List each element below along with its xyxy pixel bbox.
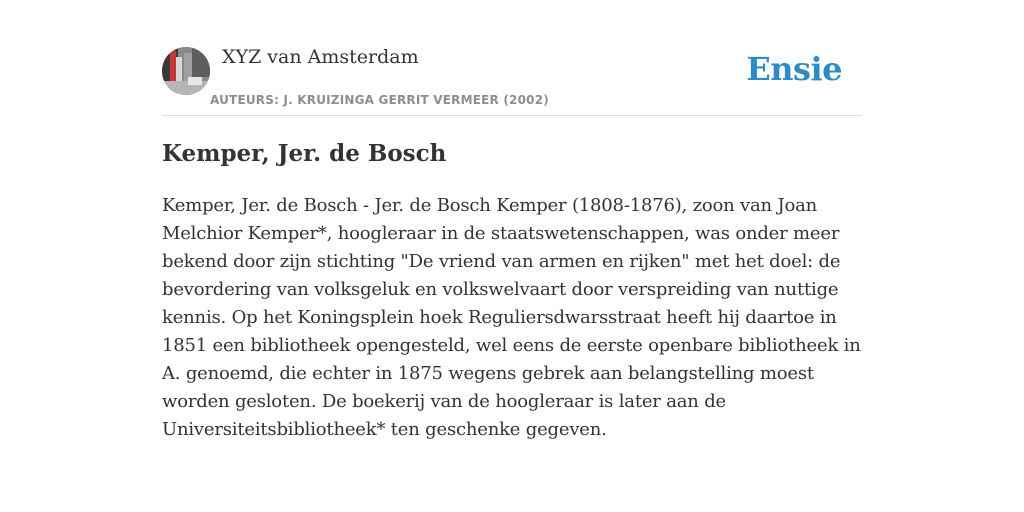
book-title[interactable]: XYZ van Amsterdam	[222, 46, 419, 68]
ensie-logo[interactable]: Ensie	[746, 50, 842, 88]
book-cover-avatar[interactable]	[162, 47, 210, 95]
entry-title: Kemper, Jer. de Bosch	[162, 140, 447, 167]
book-header	[162, 44, 862, 116]
authors-line: AUTEURS: J. KRUIZINGA GERRIT VERMEER (2002)	[210, 93, 549, 107]
entry-body: Kemper, Jer. de Bosch - Jer. de Bosch Kemper (1808-1876), zoon van Joan Melchior Kemper*, hoogleraar in de staatswetenschappen, was onder meer bekend door zijn stichting "De vriend van armen en rijken" met het doel: de bevordering van volksgeluk en volkswelvaart door verspreiding van nuttige kennis. Op het Koningsplein hoek Reguliersdwarsstraat heeft hij daartoe in 1851 een bibliotheek opengesteld, wel eens de eerste openbare bibliotheek in A. genoemd, die echter in 1875 wegens gebrek aan belangstelling moest worden gesloten. De boekerij van de hoogleraar is later aan de Universiteitsbibliotheek* ten geschenke gegeven.	[162, 195, 861, 440]
book-cover-image	[162, 47, 210, 95]
